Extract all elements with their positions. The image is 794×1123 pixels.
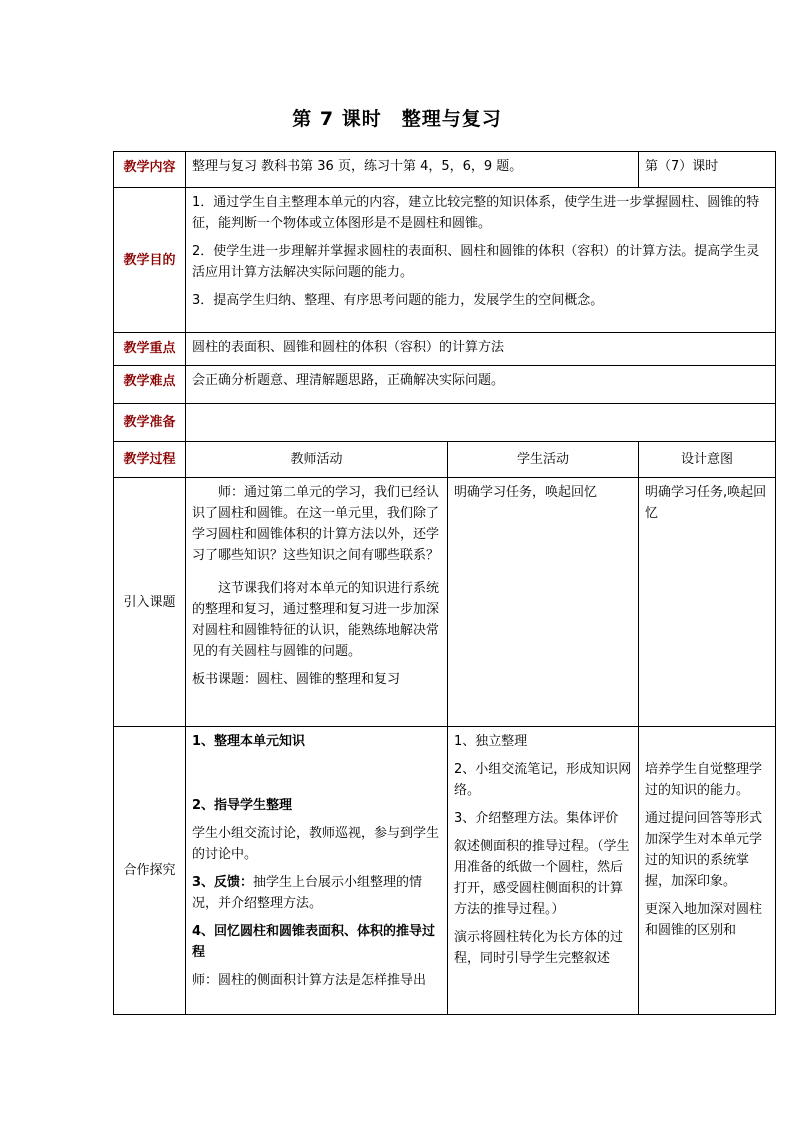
label-objectives: 教学目的 [114, 188, 186, 333]
intro-student-cell: 明确学习任务，唤起回忆 [448, 478, 639, 727]
key-point-text: 圆柱的表面积、圆锥和圆柱的体积（容积）的计算方法 [186, 333, 776, 366]
phase-intro: 引入课题 [114, 478, 186, 727]
objective-item: 2．使学生进一步理解并掌握求圆柱的表面积、圆柱和圆锥的体积（容积）的计算方法。提高学生灵活应用计算方法解决实际问题的能力。 [192, 244, 760, 280]
explore-design-text: 培养学生自觉整理学过的知识的能力。 [645, 762, 763, 798]
explore-design-cell [639, 727, 776, 1015]
intro-teacher-paragraph: 师：通过第二单元的学习，我们已经认识了圆柱和圆锥。在这一单元里，我们除了学习圆柱和圆锥体积的计算方法以外，还学习了哪些知识？这些知识之间有哪些联系？ [192, 485, 440, 563]
explore-student-text: 叙述侧面积的推导过程。（学生用准备的纸做一个圆柱，然后打开，感受圆柱侧面积的计算方法的推导过程。） [454, 839, 630, 917]
explore-teacher-text: 师：圆柱的侧面积计算方法是怎样推导出 [192, 973, 427, 988]
lesson-plan-table [113, 151, 776, 1015]
explore-student-text: 1、独立整理 [454, 734, 528, 749]
explore-teacher-step: 4、回忆圆柱和圆锥表面积、体积的推导过程 [192, 924, 436, 960]
row-preparation [114, 404, 776, 442]
page-title: 第 7 课时 整理与复习 [292, 108, 502, 130]
explore-design-text: 更深入地加深对圆柱和圆锥的区别和 [645, 902, 763, 938]
row-objectives [114, 188, 776, 333]
explore-teacher-step: 1、整理本单元知识 [192, 734, 306, 749]
explore-teacher-text: 学生小组交流讨论，教师巡视，参与到学生的讨论中。 [192, 826, 440, 862]
row-intro [114, 478, 776, 727]
explore-student-text: 演示将圆柱转化为长方体的过程，同时引导学生完整叙述 [454, 930, 624, 966]
intro-design-cell: 明确学习任务,唤起回忆 [639, 478, 776, 727]
explore-design-text: 通过提问回答等形式加深学生对本单元学过的知识的系统掌握，加深印象。 [645, 811, 763, 889]
period-text: 第（7）课时 [639, 152, 776, 188]
explore-teacher-feedback [192, 872, 441, 914]
row-process-header [114, 442, 776, 478]
explore-student-cell [448, 727, 639, 1015]
label-process: 教学过程 [114, 442, 186, 478]
column-design: 设计意图 [639, 442, 776, 478]
intro-teacher-paragraph: 板书课题：圆柱、圆锥的整理和复习 [192, 672, 401, 687]
explore-student-text: 3、介绍整理方法。集体评价 [454, 811, 619, 826]
phase-explore: 合作探究 [114, 727, 186, 1015]
difficulty-text: 会正确分析题意、理清解题思路，正确解决实际问题。 [186, 366, 776, 404]
row-key-point [114, 333, 776, 366]
label-preparation: 教学准备 [114, 404, 186, 442]
preparation-text [186, 404, 776, 442]
explore-teacher-cell [186, 727, 448, 1015]
objective-item: 1．通过学生自主整理本单元的内容，建立比较完整的知识体系，使学生进一步掌握圆柱、圆锥的特征，能判断一个物体或立体图形是不是圆柱和圆锥。 [192, 195, 760, 231]
row-explore [114, 727, 776, 1015]
row-difficulty [114, 366, 776, 404]
column-teacher: 教师活动 [186, 442, 448, 478]
explore-teacher-step: 2、指导学生整理 [192, 798, 293, 813]
feedback-label: 3、反馈： [192, 875, 254, 890]
explore-student-text: 2、小组交流笔记，形成知识网络。 [454, 762, 632, 798]
label-difficulty: 教学难点 [114, 366, 186, 404]
intro-teacher-paragraph: 这节课我们将对本单元的知识进行系统的整理和复习，通过整理和复习进一步加深对圆柱和圆锥特征的认识，能熟练地解决常见的有关圆柱与圆锥的问题。 [192, 581, 440, 659]
feedback-text: 抽学生上台展示小组整理的情况，并介绍整理方法。 [192, 875, 423, 911]
column-student: 学生活动 [448, 442, 639, 478]
objective-item: 3．提高学生归纳、整理、有序思考问题的能力，发展学生的空间概念。 [192, 293, 604, 308]
objectives-cell [186, 188, 776, 333]
label-key-point: 教学重点 [114, 333, 186, 366]
label-content: 教学内容 [114, 152, 186, 188]
intro-teacher-cell [186, 478, 448, 727]
row-content [114, 152, 776, 188]
content-text: 整理与复习 教科书第 36 页，练习十第 4，5，6，9 题。 [186, 152, 639, 188]
